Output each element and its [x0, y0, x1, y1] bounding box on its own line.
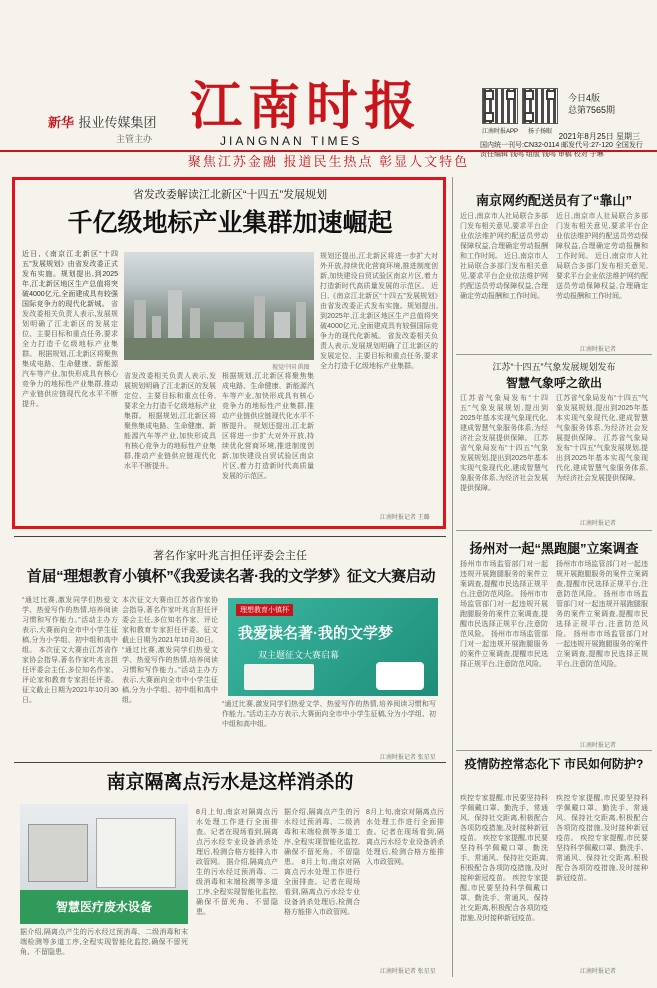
side-headline-1: 南京网约配送员有了“靠山”: [475, 193, 632, 208]
issue-date: 2021年8月25日 星期三: [558, 132, 640, 141]
poster-title: 我爱读名著·我的文学梦: [238, 625, 393, 642]
lead-column-1: 近日,《南京江北新区“十四五”发展规划》由省发改委正式发布实施。规划提出,到2025年,江北新区地区生产总值将突破4000亿元,全面建成具有较强国际竞争力的现代化新城。 省发改委相关负责人表示,发展规划明确了江北新区的发展定位、主要目标和重点任务,要求全力打造千亿级地标产业集群。 根据规划,江北新区将聚焦集成电路、生命健康、新能源汽车等产业,加快形成具有核心竞争力的地标性产业集群,推动产业链供应链现代化水平不断提升。: [22, 251, 118, 408]
divider: [14, 762, 446, 763]
poster-badge-icon: [376, 662, 424, 690]
lead-photo: [124, 252, 314, 360]
bottom-column-2: 据介绍,隔离点产生的污水经过预消毒、二级消毒和末端检测等多道工序,全程实现智能化监控,确保不留死角、不留隐患。 8月上旬,南京对隔离点污水处理工作进行全面排查。记者在现场看到,隔离点污水经专业设备消杀处理后,检测合格方能排入市政管网。: [284, 809, 360, 916]
feature-column-1: “通过比赛,激发同学们热爱文学、热爱写作的热情,培养阅读习惯和写作能力。”活动主办方表示,大赛面向全市中小学生征稿,分为小学组、初中组和高中组。 本次征文大赛由江苏省作家协会指导,著名作家叶兆言担任评委会主任,多位知名作家、评论家和教育专家担任评委。征文截止日期为2021年10月30日。: [22, 597, 118, 704]
slogan-bar: 聚焦江苏金融 报道民生热点 彰显人文特色: [0, 150, 657, 172]
qr-code-icon: [482, 88, 518, 124]
bottom-photo: [20, 804, 188, 924]
feature-column-2: 本次征文大赛由江苏省作家协会指导,著名作家叶兆言担任评委会主任,多位知名作家、评论家和教育专家担任评委。征文截止日期为2021年10月30日。 “通过比赛,激发同学们热爱文学、热爱写作的热情,培养阅读习惯和写作能力。”活动主办方表示,大赛面向全市中小学生征稿,分为小学组、初中组和高中组。: [122, 597, 218, 704]
bottom-column-0: 据介绍,隔离点产生的污水经过预消毒、二级消毒和末端检测等多道工序,全程实现智能化监控,确保不留死角、不留隐患。: [20, 929, 188, 956]
feature-kicker: 著名作家叶兆言担任评委会主任: [153, 550, 307, 562]
side-text-3b: 扬州市市场监管部门对一起违规开展跑腿服务的案件立案调查,提醒市民选择正规平台,注意防范风险。 扬州市市场监管部门对一起违规开展跑腿服务的案件立案调查,提醒市民选择正规平台,注意防范风险。 扬州市市场监管部门对一起违规开展跑腿服务的案件立案调查,提醒市民选择正规平台,注意防范风险。: [556, 561, 648, 668]
feature-byline: 江南时报记者 张星星: [380, 755, 436, 761]
side-byline-3: 江南时报记者: [580, 743, 617, 749]
divider: [456, 354, 652, 355]
feature-column-3: “通过比赛,激发同学们热爱文学、热爱写作的热情,培养阅读习惯和写作能力。”活动主办方表示,大赛面向全市中小学生征稿,分为小学组、初中组和高中组。: [222, 701, 436, 728]
divider: [14, 536, 446, 537]
lead-headline: 千亿级地标产业集群加速崛起: [67, 209, 393, 237]
poster-tag: 理想教育小镇杯: [236, 604, 293, 616]
qr-label: 江南时报APP: [481, 129, 518, 135]
poster-subtitle: 双主题征文大赛启幕: [258, 650, 340, 660]
feature-poster: [228, 598, 438, 696]
side-headline-3: 扬州对一起“黑跑腿”立案调查: [469, 541, 639, 556]
divider: [456, 750, 652, 751]
side-text-1b: 近日,南京市人社局联合多部门发布相关意见,要求平台企业依法维护网约配送员劳动保障权益,合理确定劳动报酬和工作时间。 近日,南京市人社局联合多部门发布相关意见,要求平台企业依法维护网约配送员劳动保障权益,合理确定劳动报酬和工作时间。: [556, 213, 648, 300]
side-text-3a: 扬州市市场监管部门对一起违规开展跑腿服务的案件立案调查,提醒市民选择正规平台,注意防范风险。 扬州市市场监管部门对一起违规开展跑腿服务的案件立案调查,提醒市民选择正规平台,注意防范风险。 扬州市市场监管部门对一起违规开展跑腿服务的案件立案调查,提醒市民选择正规平台,注意防范风险。: [460, 561, 548, 668]
bottom-byline: 江南时报记者 张星星: [380, 969, 436, 975]
side-byline-2: 江南时报记者: [580, 521, 617, 527]
qr-label: 扬子扬眼: [527, 129, 552, 135]
group-mark: 新华: [48, 115, 75, 130]
poster-book-icon: [244, 664, 314, 690]
lead-column-2: 省发改委相关负责人表示,发展规划明确了江北新区的发展定位、主要目标和重点任务,要求全力打造千亿级地标产业集群。 根据规划,江北新区将聚焦集成电路、生命健康、新能源汽车等产业,加快形成具有核心竞争力的地标性产业集群,推动产业链供应链现代化水平不断提升。: [124, 373, 216, 470]
side-headline-2: 智慧气象呼之欲出: [505, 376, 602, 390]
publication-numbers: 国内统一刊号:CN32-0114 邮发代号:27-120 全国发行: [480, 142, 643, 149]
lead-column-3: 根据规划,江北新区将聚焦集成电路、生命健康、新能源汽车等产业,加快形成具有核心竞争力的地标性产业集群,推动产业链供应链现代化水平不断提升。 规划还提出,江北新区将进一步扩大对外开放,持续优化营商环境,推进制度创新,加快建设自贸试验区南京片区,着力打造新时代高质量发展的示范区。: [222, 373, 314, 480]
column-divider: [452, 177, 453, 977]
side-text-4a: 疾控专家提醒,市民要坚持科学佩戴口罩、勤洗手、常通风、保持社交距离,积极配合各项防疫措施,及时接种新冠疫苗。 疾控专家提醒,市民要坚持科学佩戴口罩、勤洗手、常通风、保持社交距离,积极配合各项防疫措施,及时接种新冠疫苗。 疾控专家提醒,市民要坚持科学佩戴口罩、勤洗手、常通风、保持社交距离,积极配合各项防疫措施,及时接种新冠疫苗。: [460, 795, 548, 922]
bottom-column-3: 8月上旬,南京对隔离点污水处理工作进行全面排查。记者在现场看到,隔离点污水经专业设备消杀处理后,检测合格方能排入市政管网。: [366, 809, 444, 866]
group-name: 报业传媒集团: [78, 115, 157, 130]
lead-byline: 江南时报记者 王璐: [380, 515, 430, 521]
side-text-2a: 江苏省气象局发布“十四五”气象发展规划,提出到2025年基本实现气象现代化,建成智慧气象服务体系,为经济社会发展提供保障。 江苏省气象局发布“十四五”气象发展规划,提出到2025年基本实现气象现代化,建成智慧气象服务体系,为经济社会发展提供保障。: [460, 395, 548, 492]
issue-info: [568, 92, 615, 116]
editors-line: 责任编辑 钱鸣 组版 钱鸣 审稿 校对 于琳: [480, 151, 604, 158]
side-byline-1: 江南时报记者: [580, 347, 617, 353]
group-logo: [48, 112, 166, 148]
side-byline-4: 江南时报记者: [580, 969, 617, 975]
bottom-column-1: 8月上旬,南京对隔离点污水处理工作进行全面排查。记者在现场看到,隔离点污水经专业设备消杀处理后,检测合格方能排入市政管网。 据介绍,隔离点产生的污水经过预消毒、二级消毒和末端检测等多道工序,全程实现智能化监控,确保不留死角、不留隐患。: [196, 809, 278, 916]
side-text-2b: 江苏省气象局发布“十四五”气象发展规划,提出到2025年基本实现气象现代化,建成智慧气象服务体系,为经济社会发展提供保障。 江苏省气象局发布“十四五”气象发展规划,提出到2025年基本实现气象现代化,建成智慧气象服务体系,为经济社会发展提供保障。: [556, 395, 648, 482]
side-text-4b: 疾控专家提醒,市民要坚持科学佩戴口罩、勤洗手、常通风、保持社交距离,积极配合各项防疫措施,及时接种新冠疫苗。 疾控专家提醒,市民要坚持科学佩戴口罩、勤洗手、常通风、保持社交距离,积极配合各项防疫措施,及时接种新冠疫苗。: [556, 795, 648, 882]
feature-headline: 首届“理想教育小镇杯”《我爱读名著·我的文学梦》征文大赛启动: [26, 568, 436, 585]
qr-code-icon: [522, 88, 558, 124]
issue-pages: 今日4版: [568, 93, 601, 103]
equipment-label: 智慧医疗废水设备: [20, 890, 188, 924]
newspaper-title: 江南时报: [190, 76, 423, 137]
side-text-1a: 近日,南京市人社局联合多部门发布相关意见,要求平台企业依法维护网约配送员劳动保障权益,合理确定劳动报酬和工作时间。 近日,南京市人社局联合多部门发布相关意见,要求平台企业依法维护网约配送员劳动保障权益,合理确定劳动报酬和工作时间。: [460, 213, 548, 300]
group-sponsor: 主管主办: [116, 134, 153, 144]
side-headline-4: 疫情防控常态化下 市民如何防护?: [464, 757, 644, 771]
divider: [456, 530, 652, 531]
bottom-headline: 南京隔离点污水是这样消杀的: [106, 772, 354, 793]
lead-column-4: 规划还提出,江北新区将进一步扩大对外开放,持续优化营商环境,推进制度创新,加快建设自贸试验区南京片区,着力打造新时代高质量发展的示范区。 近日,《南京江北新区“十四五”发展规划》由省发改委正式发布实施。规划提出,到2025年,江北新区地区生产总值将突破4000亿元,全面建成具有较强国际竞争力的现代化新城。 省发改委相关负责人表示,发展规划明确了江北新区的发展定位、主要目标和重点任务,要求全力打造千亿级地标产业集群。: [320, 253, 438, 370]
lead-kicker: 省发改委解读江北新区“十四五”发展规划: [132, 189, 328, 201]
newspaper-title-en: JIANGNAN TIMES: [220, 134, 363, 148]
lead-photo-credit: 视觉中国 供图: [272, 365, 310, 371]
issue-total: 总第7565期: [568, 105, 616, 115]
side-kicker-2: 江苏“十四五”气象发展规划发布: [492, 362, 616, 372]
